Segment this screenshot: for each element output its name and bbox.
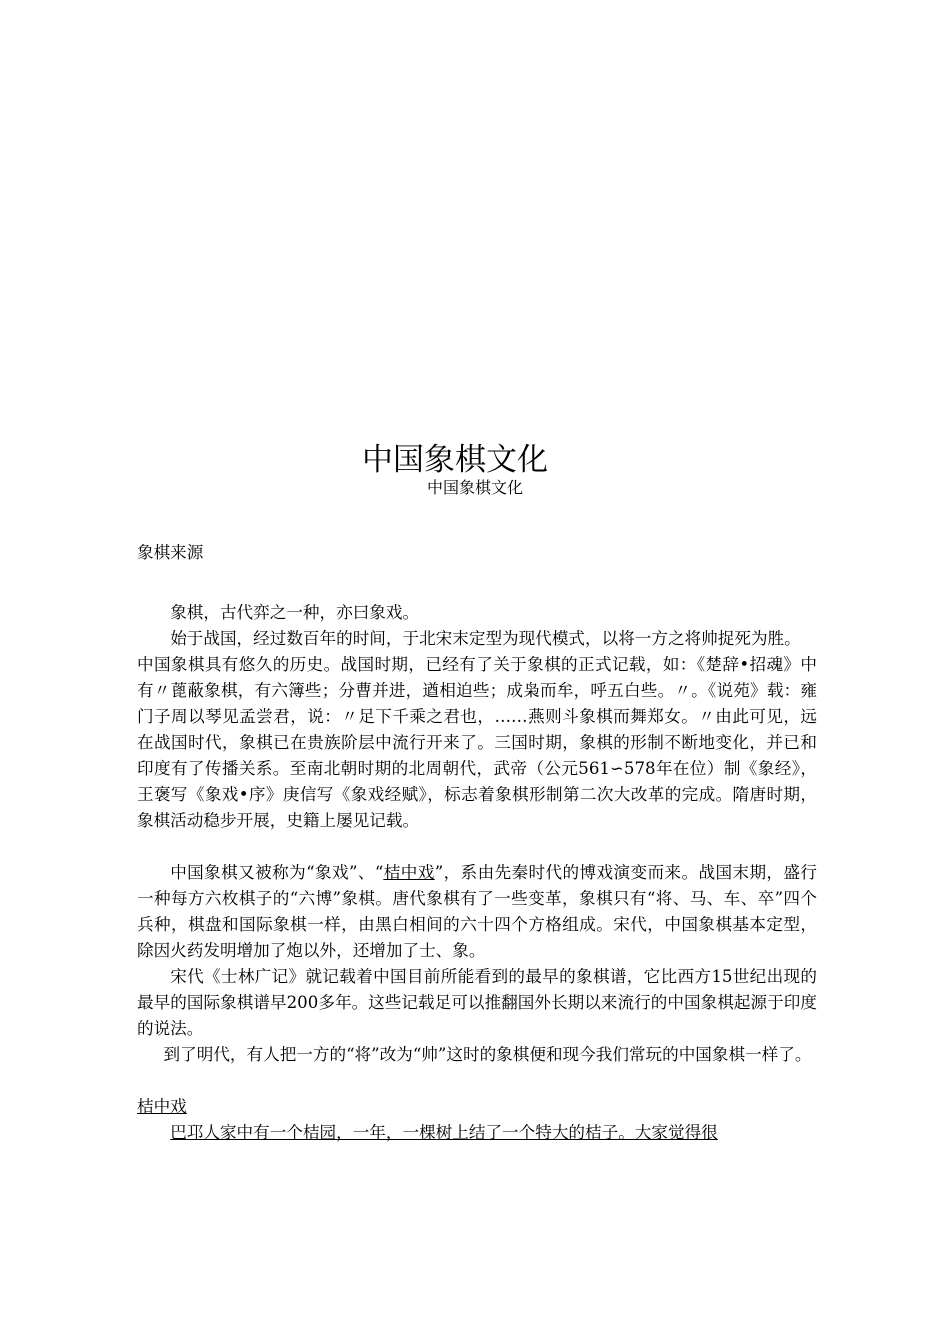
paragraph-warring-states: 始于战国，经过数百年的时间，于北宋末定型为现代模式，以将一方之将帅捉死为胜。 bbox=[170, 629, 801, 648]
paragraph-names: 中国象棋又被称为“象戏”、“桔中戏”，系由先秦时代的博戏演变而来。战国末期，盛行一种每方六枚棋子的“六博”象棋。唐代象棋有了一些变革，象棋只有“将、马、车、卒”四个兵种，棋盘和国际象棋一样，由黑白相间的六十四个方格组成。宋代，中国象棋基本定型，除因火药发明增加了炮以外，还增加了士、象。 bbox=[137, 863, 818, 960]
paragraph-history: 中国象棋具有悠久的历史。战国时期，已经有了关于象棋的正式记载，如：《楚辞•招魂》中有〃蓖蔽象棋，有六簿些；分曹并进，遒相迫些；成枭而牟，呼五白些。〃。《说苑》载：雍门子周以琴见孟尝君，说：〃足下千乘之君也，……燕则斗象棋而舞郑女。〃由此可见，远在战国时代，象棋已在贵族阶层中流行开来了。三国时期，象棋的形制不断地变化，并已和印度有了传播关系。至南北朝时期的北周朝代，武帝（公元561∽578年在位）制《象经》，王褒写《象戏•序》庚信写《象戏经赋》，标志着象棋形制第二次大改革的完成。隋唐时期，象棋活动稳步开展，史籍上屡见记载。 bbox=[137, 655, 817, 830]
section-heading-origin: 象棋来源 bbox=[137, 543, 204, 562]
document-subtitle: 中国象棋文化 bbox=[426, 478, 523, 497]
document-body bbox=[137, 540, 817, 1146]
document-title: 中国象棋文化 bbox=[362, 442, 548, 478]
paragraph-ming-dynasty: 到了明代，有人把一方的“将”改为“帅”这时的象棋便和现今我们常玩的中国象棋一样了。 bbox=[163, 1045, 812, 1064]
paragraph-intro: 象棋，古代弈之一种，亦曰象戏。 bbox=[170, 603, 420, 622]
paragraph-song-dynasty: 宋代《士林广记》就记载着中国目前所能看到的最早的象棋谱，它比西方15世纪出现的最早的国际象棋谱早200多年。这些记载足可以推翻国外长期以来流行的中国象棋起源于印度的说法。 bbox=[137, 967, 817, 1038]
paragraph-orchard-story[interactable]: 巴邛人家中有一个桔园，一年，一棵树上结了一个特大的桔子。大家觉得很 bbox=[170, 1123, 718, 1142]
link-juzhongxi[interactable]: 桔中戏 bbox=[383, 863, 435, 882]
section-heading-juzhongxi[interactable]: 桔中戏 bbox=[137, 1097, 187, 1116]
